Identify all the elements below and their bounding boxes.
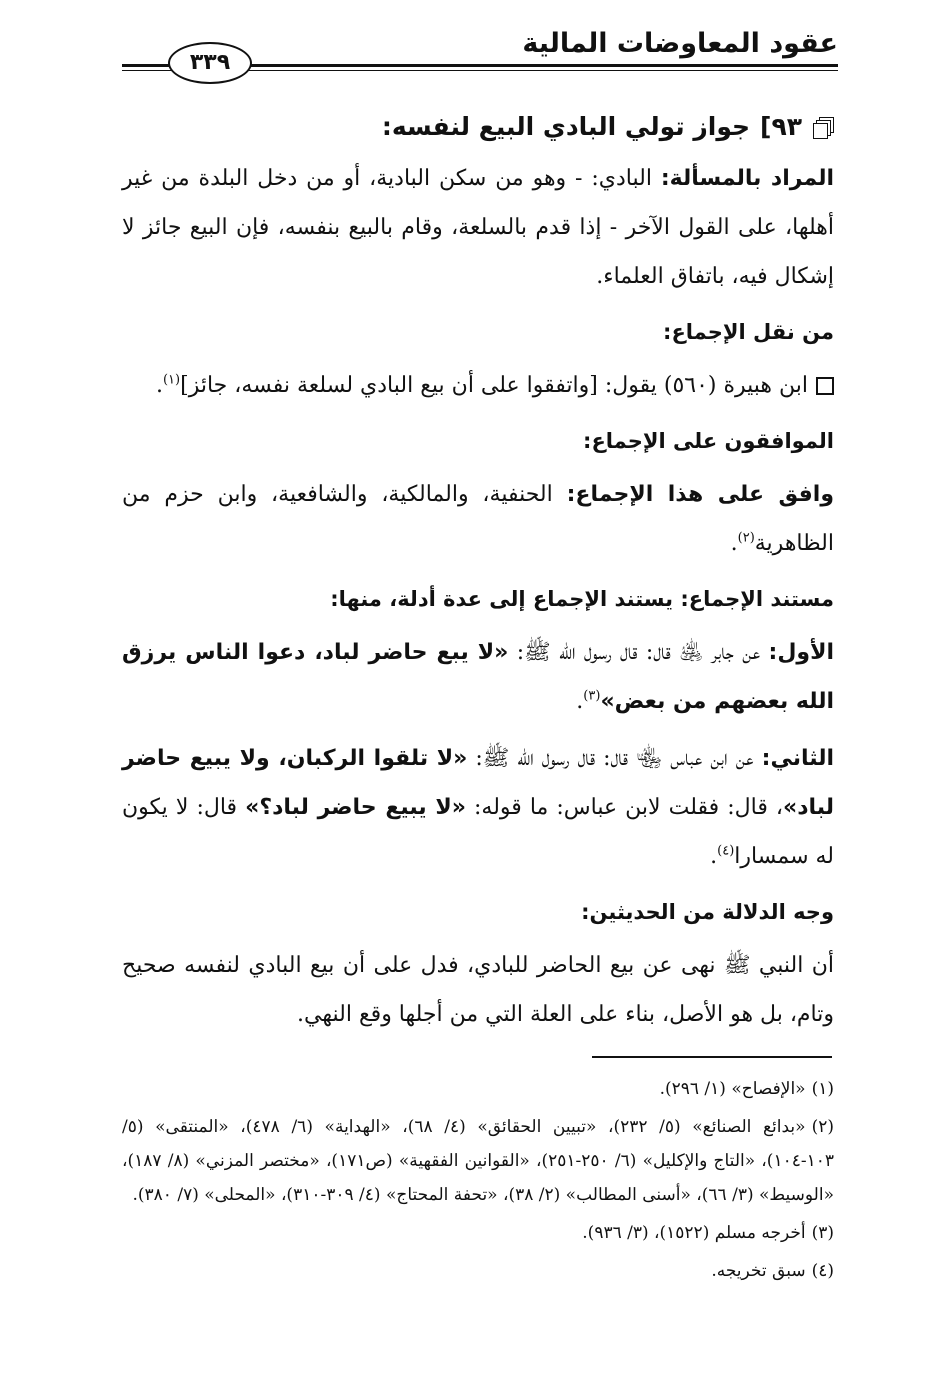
footnote-ref-4: (٤) [717,843,735,859]
definition-lead: المراد بالمسألة: [660,166,834,191]
checkbox-square-icon [816,377,834,395]
transmitters-text: ابن هبيرة (٥٦٠) يقول: [واتفقوا على أن بيع البادي لسلعة نفسه، جائز] [180,373,808,398]
second-mid: ، قال: فقلت لابن عباس: ما قوله: [474,795,783,820]
footnote-ref-2: (٢) [737,530,755,546]
second-intro: عن ابن عباس ﵄ قال: قال رسول الله ﷺ: [475,746,754,771]
pages-icon [814,117,834,137]
evidence-heading: وجه الدلالة من الحديثين: [581,900,834,924]
agreeing-paragraph: وافق على هذا الإجماع: الحنفية، والمالكية، والشافعية، وابن حزم من الظاهرية$^{(٢)}$. [122,482,835,556]
agreeing-lead: وافق على هذا الإجماع: [566,482,835,507]
footnote-1: (١)«الإفصاح» (١/ ٢٩٦). [659,1079,834,1099]
agreeing-heading: الموافقون على الإجماع: [583,429,834,453]
second-lead: الثاني: [761,746,834,771]
basis-heading: مستند الإجماع: يستند الإجماع إلى عدة أدلة، منها: [330,587,834,611]
section-title: جواز تولي البادي البيع لنفسه: [381,112,751,141]
evidence-paragraph: أن النبي ﷺ نهى عن بيع الحاضر للبادي، فدل على أن بيع البادي لنفسه صحيح وتام، بل هو الأصل، بناء على العلة التي من أجلها وقع النهي. [122,953,834,1027]
second-hadith-2: «لا يبيع حاضر لباد؟» [245,795,466,820]
section-number: ٩٣] [760,112,802,141]
footnotes [122,1072,834,1292]
transmitters-paragraph: ابن هبيرة (٥٦٠) يقول: [واتفقوا على أن بيع البادي لسلعة نفسه، جائز]$^{(١)}$. [122,361,834,410]
page-number: ٣٣٩ [168,42,252,84]
page-header [122,20,838,80]
agreeing-text: الحنفية، والمالكية، والشافعية، وابن حزم من الظاهرية [122,482,834,556]
second-evidence: الثاني: عن ابن عباس ﵄ قال: قال رسول الله ﷺ: «لا تلقوا الركبان، ولا يبيع حاضر لباد»، قال: فقلت لابن عباس: ما قوله: «لا يبيع حاضر لباد؟» قال: لا يكون له سمسارا$^{(٤)}$. [122,746,835,869]
footnote-4: (٤)سبق تخريجه. [711,1261,834,1281]
first-intro: عن جابر ﵁ قال: قال رسول الله ﷺ: [516,640,761,665]
first-evidence: الأول: عن جابر ﵁ قال: قال رسول الله ﷺ: «لا يبع حاضر لباد، دعوا الناس يرزق الله بعضهم من بعض»$^{(٣)}$. [122,640,834,714]
footnote-separator [592,1056,832,1058]
first-hadith: «لا يبع حاضر لباد، دعوا الناس يرزق الله بعضهم من بعض» [122,640,834,714]
transmitters-heading: من نقل الإجماع: [663,320,834,344]
running-title: عقود المعاوضات المالية [522,28,838,59]
section-heading [122,102,834,152]
first-lead: الأول: [768,640,834,665]
second-tail: قال: لا يكون له سمسارا [122,795,834,869]
footnote-3: (٣)أخرجه مسلم (١٥٢٢)، (٣/ ٩٣٦). [582,1223,834,1243]
main-text [122,102,834,1047]
definition-paragraph [122,154,834,301]
footnote-2: (٢)«بدائع الصنائع» (٥/ ٢٣٢)، «تبيين الحقائق» (٤/ ٦٨)، «الهداية» (٦/ ٤٧٨)، «المنتقى» (٥/ ١٠٣-١٠٤)، «التاج والإكليل» (٦/ ٢٥٠-٢٥١)، «القوانين الفقهية» (ص١٧١)، «مختصر المزني» (٨/ ١٨٧)، «الوسيط» (٣/ ٦٦)، «أسنى المطالب» (٢/ ٣٨)، «تحفة المحتاج» (٤/ ٣٠٩-٣١٠)، «المحلى» (٧/ ٣٨٠). [122,1117,834,1205]
definition-text: البادي: - وهو من سكن البادية، أو من دخل البلدة من غير أهلها، على القول الآخر - إذا قدم بالسلعة، وقام بالبيع بنفسه، فإن البيع جائز لا إشكال فيه، باتفاق العلماء. [122,166,834,289]
footnote-ref-1: (١) [162,372,181,388]
second-hadith-1: «لا تلقوا الركبان، ولا يبيع حاضر لباد» [122,746,835,820]
footnote-ref-3: (٣) [583,688,601,704]
